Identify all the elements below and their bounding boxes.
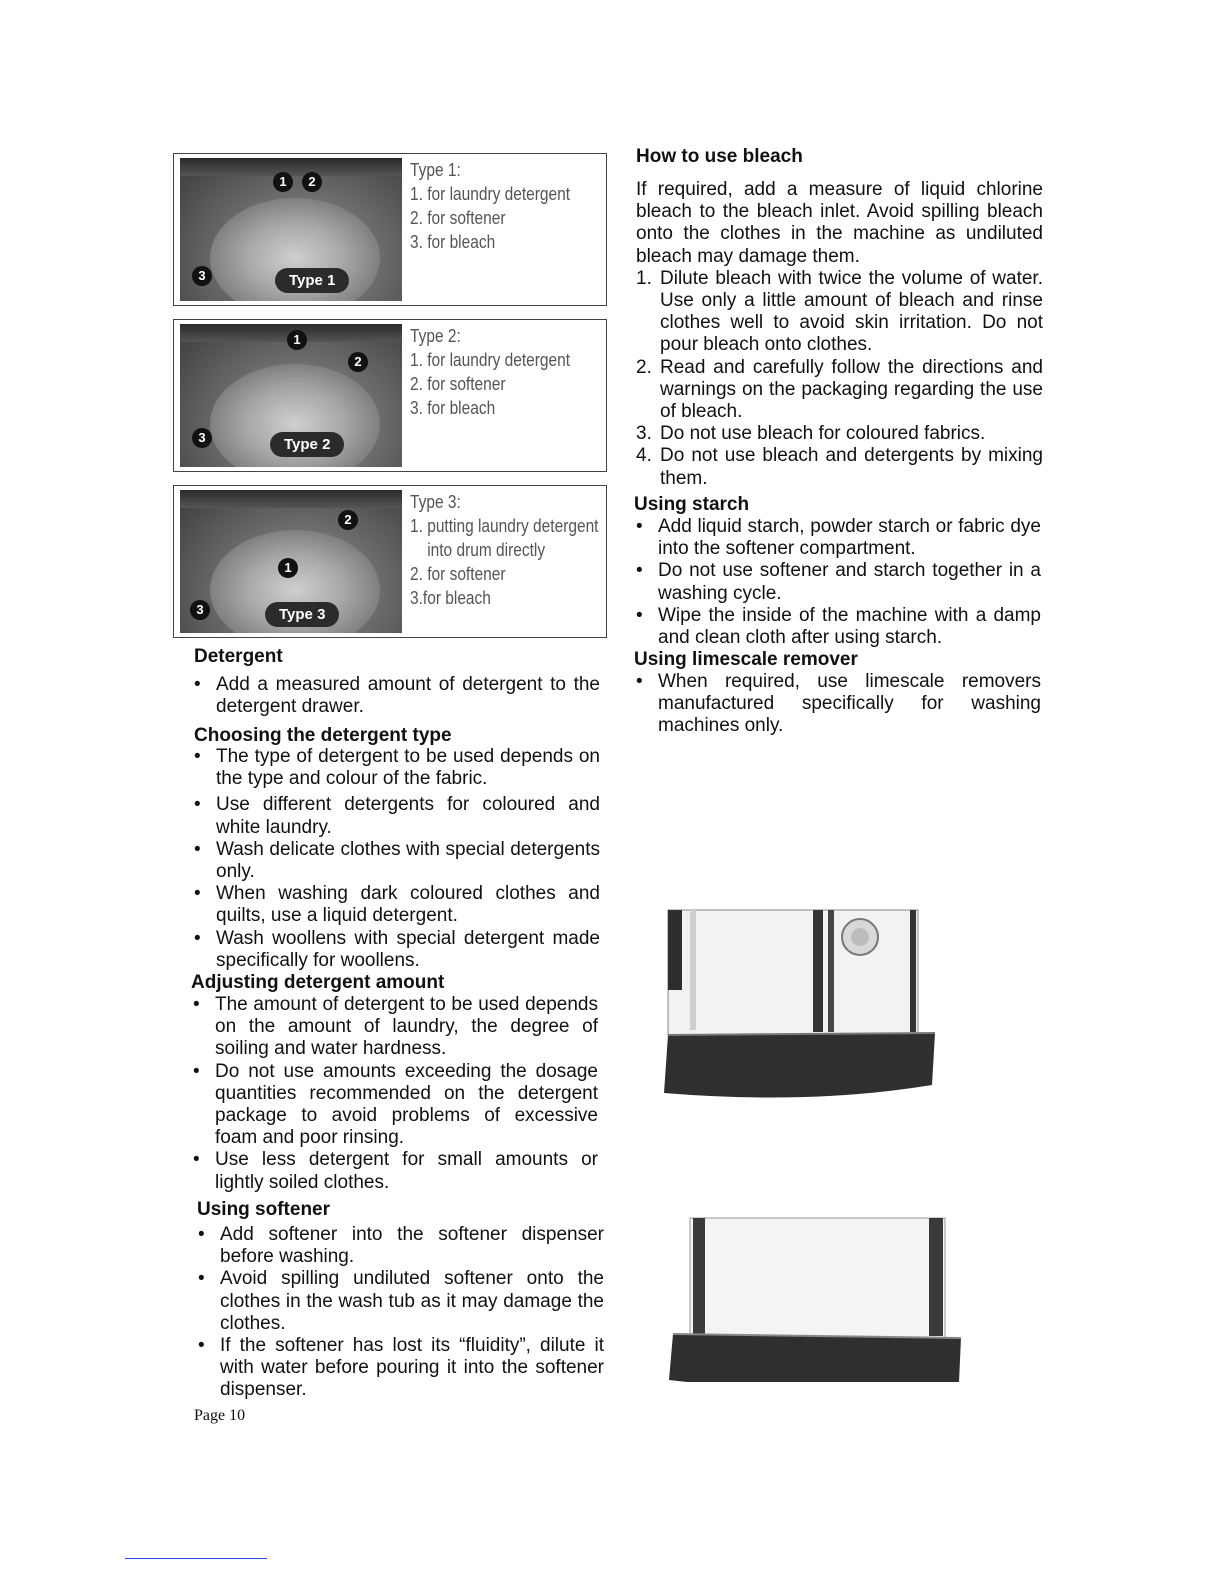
list-item: • Do not use softener and starch together in a washing cycle. bbox=[634, 560, 1041, 604]
panel-type-1 bbox=[173, 153, 607, 306]
bleach-section bbox=[636, 179, 1043, 490]
softener-drawer-illustration bbox=[665, 1212, 965, 1382]
list-item: • When required, use limescale removers manufactured specifically for washing machines only. bbox=[634, 671, 1041, 738]
legend-line: into drum directly bbox=[427, 540, 546, 560]
legend-line: 1. for laundry detergent bbox=[410, 350, 571, 370]
type-badge: Type 1 bbox=[275, 268, 349, 293]
bleach-intro: If required, add a measure of liquid chlorine bleach to the bleach inlet. Avoid spilling bleach onto the clothes in the machine as undiluted bleach may damage them. bbox=[636, 179, 1043, 267]
legend-line: 2. for softener bbox=[410, 208, 506, 228]
marker-1: 1 bbox=[278, 558, 298, 578]
list-item: • When washing dark coloured clothes and quilts, use a liquid detergent. bbox=[192, 883, 600, 927]
list-item: • Wash delicate clothes with special detergents only. bbox=[192, 839, 600, 883]
panel-legend bbox=[410, 158, 570, 254]
heading-using-starch: Using starch bbox=[634, 494, 750, 515]
detergent-list bbox=[192, 674, 600, 718]
legend-title: Type 2: bbox=[410, 326, 461, 346]
marker-2: 2 bbox=[348, 352, 368, 372]
legend-line: 3.for bleach bbox=[410, 588, 491, 608]
choosing-list bbox=[192, 746, 600, 972]
list-item: • The amount of detergent to be used depends on the amount of laundry, the degree of soiling and water hardness. bbox=[191, 994, 598, 1061]
heading-adjusting-amount: Adjusting detergent amount bbox=[191, 972, 445, 993]
list-item: • The type of detergent to be used depends on the type and colour of the fabric. bbox=[192, 746, 600, 790]
list-item: • Use less detergent for small amounts or lightly soiled clothes. bbox=[191, 1149, 598, 1193]
bleach-step: 2. Read and carefully follow the directions and warnings on the packaging regarding the use of bleach. bbox=[636, 356, 1043, 423]
softener-list bbox=[196, 1224, 604, 1402]
machine-top-photo bbox=[180, 324, 402, 467]
marker-3: 3 bbox=[192, 428, 212, 448]
legend-line: 3. for bleach bbox=[410, 232, 496, 252]
panel-legend bbox=[410, 324, 570, 420]
legend-title: Type 1: bbox=[410, 160, 461, 180]
type-badge: Type 3 bbox=[265, 602, 339, 627]
marker-2: 2 bbox=[338, 510, 358, 530]
heading-using-softener: Using softener bbox=[197, 1199, 331, 1220]
marker-2: 2 bbox=[302, 172, 322, 192]
legend-line: 3. for bleach bbox=[410, 398, 496, 418]
type-badge: Type 2 bbox=[270, 432, 344, 457]
list-item: • Use different detergents for coloured and white laundry. bbox=[192, 794, 600, 838]
list-item: • Do not use amounts exceeding the dosage quantities recommended on the detergent package to avoid problems of excessive foam and poor rinsing. bbox=[191, 1061, 598, 1150]
heading-detergent: Detergent bbox=[194, 646, 283, 667]
marker-1: 1 bbox=[287, 330, 307, 350]
bleach-step: 3. Do not use bleach for coloured fabrics. bbox=[636, 423, 986, 445]
list-item: • Add liquid starch, powder starch or fabric dye into the softener compartment. bbox=[634, 516, 1041, 560]
marker-3: 3 bbox=[190, 600, 210, 620]
legend-title: Type 3: bbox=[410, 492, 461, 512]
bleach-step: 1. Dilute bleach with twice the volume of water. Use only a little amount of bleach and rinse clothes well to avoid skin irritation. Do not pour bleach onto clothes. bbox=[636, 267, 1043, 356]
list-item: • If the softener has lost its “fluidity”, dilute it with water before pouring it into the softener dispenser. bbox=[196, 1335, 604, 1402]
panel-legend bbox=[410, 490, 598, 610]
legend-line: 1. putting laundry detergent bbox=[410, 516, 599, 536]
machine-top-photo bbox=[180, 490, 402, 633]
list-item: • Add softener into the softener dispenser before washing. bbox=[196, 1224, 604, 1268]
page-number: Page 10 bbox=[194, 1407, 246, 1424]
heading-limescale-remover: Using limescale remover bbox=[634, 649, 858, 670]
machine-top-photo bbox=[180, 158, 402, 301]
detergent-drawer-illustration bbox=[660, 905, 945, 1100]
panel-type-2 bbox=[173, 319, 607, 472]
marker-3: 3 bbox=[192, 266, 212, 286]
panel-type-3 bbox=[173, 485, 607, 638]
marker-1: 1 bbox=[273, 172, 293, 192]
starch-list bbox=[634, 516, 1041, 649]
list-item: • Wipe the inside of the machine with a damp and clean cloth after using starch. bbox=[634, 605, 1041, 649]
heading-bleach: How to use bleach bbox=[636, 146, 803, 167]
legend-line: 1. for laundry detergent bbox=[410, 184, 571, 204]
bleach-step: 4. Do not use bleach and detergents by mixing them. bbox=[636, 445, 1043, 489]
heading-choosing-detergent: Choosing the detergent type bbox=[194, 725, 452, 746]
legend-line: 2. for softener bbox=[410, 564, 506, 584]
limescale-list bbox=[634, 671, 1041, 738]
legend-line: 2. for softener bbox=[410, 374, 506, 394]
list-item: • Wash woollens with special detergent made specifically for woollens. bbox=[192, 928, 600, 972]
list-item: • Avoid spilling undiluted softener onto the clothes in the wash tub as it may damage the clothes. bbox=[196, 1268, 604, 1335]
adjusting-list bbox=[191, 994, 598, 1194]
footnote-separator bbox=[125, 1558, 267, 1559]
list-item: • Add a measured amount of detergent to the detergent drawer. bbox=[192, 674, 600, 718]
